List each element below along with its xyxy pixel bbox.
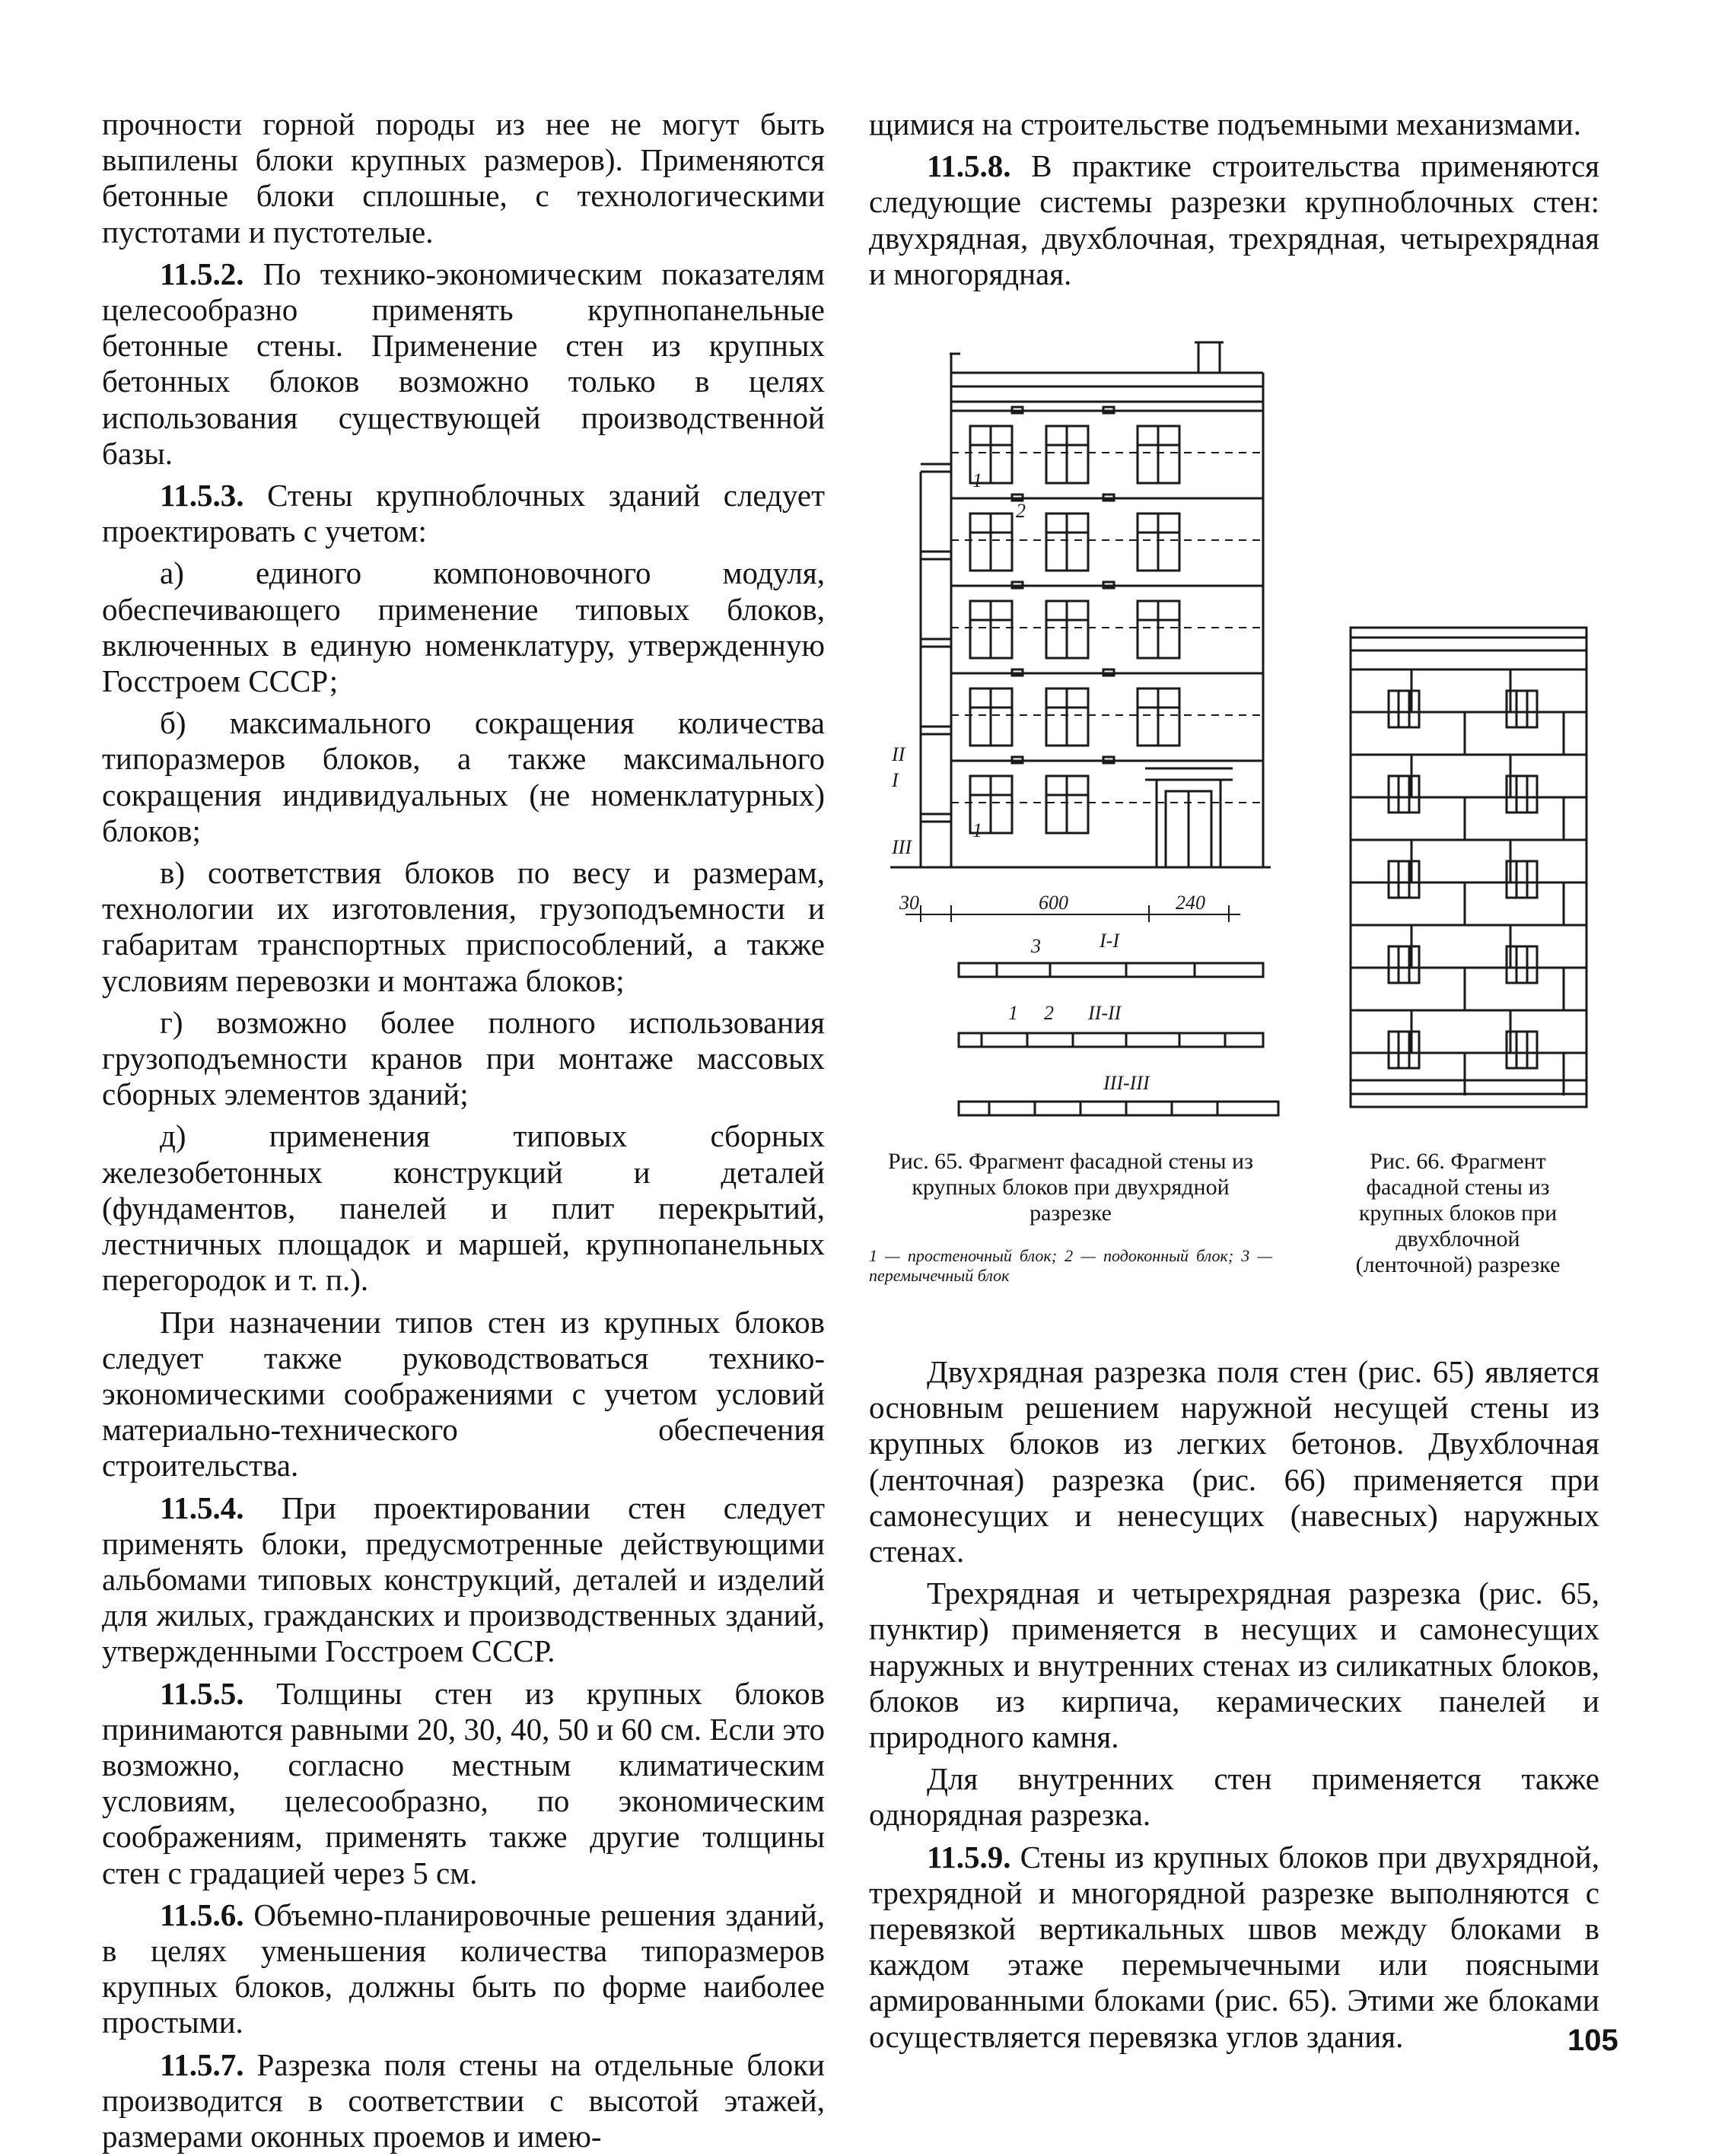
block-label-3: 3	[1031, 935, 1041, 957]
paragraph	[102, 555, 825, 699]
figure-65-drawing	[875, 335, 1332, 1126]
right-column-top	[869, 107, 1599, 292]
block-label-1c: 1	[1008, 1002, 1018, 1024]
paragraph-text: По технико-экономическим показателям целесообразно применять крупнопанельные бетонные стены. Применение стен из крупных бетонных блоков возможно только в целях использования существующей производственной базы.	[102, 256, 825, 471]
section-label-II: II	[892, 743, 905, 765]
paragraph	[102, 705, 825, 849]
section-label-I: I	[892, 769, 899, 791]
paragraph	[869, 1761, 1599, 1833]
clause-number: 11.5.3.	[160, 478, 244, 514]
paragraph	[102, 1305, 825, 1484]
clause-number: 11.5.7.	[160, 2046, 244, 2082]
section-cut-I-I: I-I	[1100, 930, 1119, 952]
paragraph	[869, 148, 1599, 292]
clause-number: 11.5.5.	[160, 1675, 244, 1711]
section-label-III: III	[892, 836, 912, 858]
block-label-2c: 2	[1044, 1002, 1054, 1024]
figure-66-drawing	[1343, 624, 1602, 1111]
paragraph	[869, 1576, 1599, 1755]
paragraph	[102, 1676, 825, 1891]
figure-66-caption: Рис. 66. Фрагмент фасадной стены из крупных блоков при двухблочной (ленточной) разрезке	[1355, 1149, 1561, 1277]
paragraph	[102, 2047, 825, 2155]
block-label-1b: 1	[972, 819, 982, 841]
dimension-30: 30	[899, 892, 919, 914]
paragraph	[102, 1118, 825, 1298]
paragraph	[869, 1354, 1599, 1569]
paragraph-text: Двухрядная разрезка поля стен (рис. 65) является основным решением наружной несущей стены из крупных блоков из легких бетонов. Двухблочная (ленточная) разрезка (рис. 66) применяется при самонесущих и ненесущих (навесных) наружных стенах.	[869, 1354, 1599, 1569]
paragraph-text: Стены крупноблочных зданий следует проектировать с учетом:	[102, 478, 825, 549]
paragraph-text: В практике строительства применяются следующие системы разрезки крупноблочных стен: двухрядная, двухблочная, трехрядная, четырехрядная и многорядная.	[869, 148, 1599, 291]
paragraph-text: б) максимального сокращения количества типоразмеров блоков, а также максимального сокращения индивидуальных (не номенклатурных) блоков;	[102, 705, 825, 848]
paragraph-text: Трехрядная и четырехрядная разрезка (рис. 65, пунктир) применяется в несущих и самонесущих наружных и внутренних стенах из силикатных блоков, блоков из кирпича, керамических панелей и природного камня.	[869, 1576, 1599, 1755]
paragraph-text: Для внутренних стен применяется также однорядная разрезка.	[869, 1761, 1599, 1833]
paragraph	[102, 256, 825, 472]
paragraph-text: а) единого компоновочного модуля, обеспечивающего применение типовых блоков, включенных в единую номенклатуру, утвержденную Госстроем СССР;	[102, 555, 825, 699]
paragraph	[869, 107, 1599, 142]
paragraph-text: При назначении типов стен из крупных блоков следует также руководствоваться технико-экономическими соображениями с учетом условий материально-технического обеспечения строительства.	[102, 1304, 825, 1483]
paragraph	[102, 855, 825, 999]
paragraph	[102, 478, 825, 549]
paragraph-text: При проектировании стен следует применять блоки, предусмотренные действующими альбомами типовых конструкций, деталей и изделий для жилых, гражданских и производственных зданий, утвержденными Госстроем СССР.	[102, 1490, 825, 1669]
right-column-bottom	[869, 1354, 1599, 2055]
paragraph	[869, 1840, 1599, 2055]
dimension-240: 240	[1176, 892, 1205, 914]
block-label-2: 2	[1016, 500, 1026, 522]
dimension-600: 600	[1039, 892, 1068, 914]
left-column	[102, 107, 825, 2154]
paragraph-text: Разрезка поля стены на отдельные блоки производится в соответствии с высотой этажей, размерами оконных проемов и имею-	[102, 2046, 825, 2154]
paragraph-text: Стены из крупных блоков при двухрядной, трехрядной и многорядной разрезке выполняются с перевязкой вертикальных швов между блоками в каждом этаже перемычечными или поясными армированными блоками (рис. 65). Этими же блоками осуществляется перевязка углов здания.	[869, 1839, 1599, 2054]
paragraph-text: д) применения типовых сборных железобетонных конструкций и деталей (фундаментов, панелей и плит перекрытий, лестничных площадок и маршей, крупнопанельных перегородок и т. п.).	[102, 1118, 825, 1298]
paragraph	[102, 1897, 825, 2041]
paragraph-text: Толщины стен из крупных блоков принимаются равными 20, 30, 40, 50 и 60 см. Если это возможно, согласно местным климатическим условиям, целесообразно, по экономическим соображениям, применять также другие толщины стен с градацией через 5 см.	[102, 1675, 825, 1890]
clause-number: 11.5.9.	[927, 1839, 1011, 1875]
section-cut-III-III: III-III	[1103, 1072, 1150, 1094]
paragraph-text: прочности горной породы из нее не могут быть выпилены блоки крупных размеров). Применяются бетонные блоки сплошные, с технологическими пустотами и пустотелые.	[102, 107, 825, 250]
clause-number: 11.5.4.	[160, 1490, 244, 1525]
block-label-1: 1	[972, 469, 982, 491]
paragraph	[102, 1005, 825, 1113]
clause-number: 11.5.8.	[927, 148, 1011, 184]
paragraph-text: щимися на строительстве подъемными механизмами.	[869, 107, 1581, 142]
figure-65-caption: Рис. 65. Фрагмент фасадной стены из крупных блоков при двухрядной разрезке	[888, 1149, 1253, 1226]
figure-65-legend: 1 — простеночный блок; 2 — подоконный блок; 3 — перемычечный блок	[869, 1246, 1272, 1285]
paragraph-text: в) соответствия блоков по весу и размерам, технологии их изготовления, грузоподъемности и габаритам транспортных приспособлений, а также условиям перевозки и монтажа блоков;	[102, 855, 825, 998]
paragraph	[102, 1490, 825, 1670]
paragraph-text: г) возможно более полного использования грузоподъемности кранов при монтаже массовых сборных элементов зданий;	[102, 1004, 825, 1112]
clause-number: 11.5.6.	[160, 1897, 244, 1932]
clause-number: 11.5.2.	[160, 256, 244, 291]
paragraph-text: Объемно-планировочные решения зданий, в целях уменьшения количества типоразмеров крупных блоков, должны быть по форме наиболее простыми.	[102, 1897, 825, 2040]
section-cut-II-II: II-II	[1088, 1002, 1122, 1024]
page-number: 105	[1567, 2024, 1618, 2057]
paragraph	[102, 107, 825, 250]
